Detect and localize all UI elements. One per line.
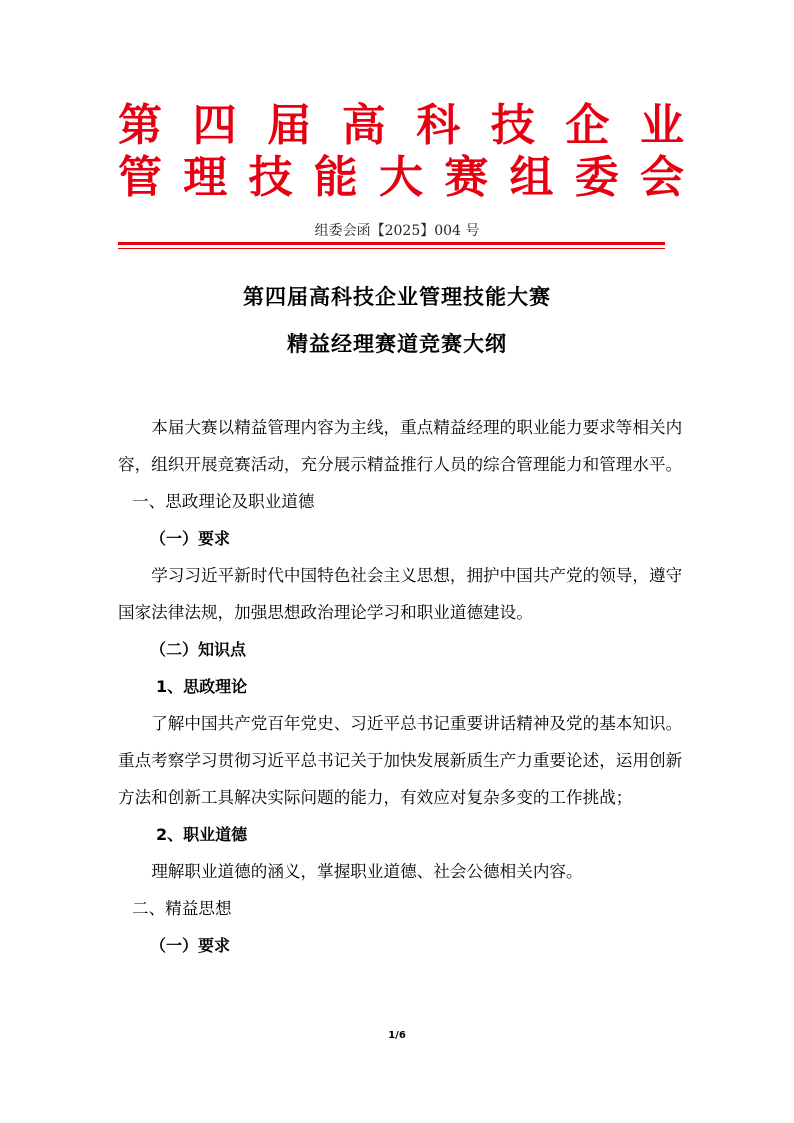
section-1-requirement-text: 学习习近平新时代中国特色社会主义思想，拥护中国共产党的领导，遵守国家法律法规，加强思想政治理论学习和职业道德建设。 xyxy=(118,566,683,622)
header-title-line-2 xyxy=(118,152,684,203)
header-char: 会 xyxy=(640,152,684,203)
header-char: 科 xyxy=(416,100,461,151)
knowledge-point-1-text: 了解中国共产党百年党史、习近平总书记重要讲话精神及党的基本知识。重点考察学习贯彻习近平总书记关于加快发展新质生产力重要论述，运用创新方法和创新工具解决实际问题的能力，有效应对复杂多变的工作挑战； xyxy=(118,714,683,807)
header-char: 组 xyxy=(509,152,554,203)
section-2-requirement-heading: （一）要求 xyxy=(150,936,231,955)
header-char: 能 xyxy=(313,152,358,203)
intro-paragraph: 本届大赛以精益管理内容为主线，重点精益经理的职业能力要求等相关内容，组织开展竞赛活动，充分展示精益推行人员的综合管理能力和管理水平。 xyxy=(118,418,683,474)
header-char: 高 xyxy=(341,100,386,151)
section-1-requirement-heading: （一）要求 xyxy=(150,529,231,548)
section-2-heading: 二、精益思想 xyxy=(132,899,232,918)
section-1-knowledge-heading: （二）知识点 xyxy=(150,640,247,659)
header-char: 业 xyxy=(639,100,684,151)
document-title-line-1: 第四届高科技企业管理技能大赛 xyxy=(243,285,551,309)
page-number: 1/6 xyxy=(388,1030,406,1041)
header-char: 赛 xyxy=(444,152,489,203)
header-char: 大 xyxy=(379,152,423,203)
knowledge-point-2-text: 理解职业道德的涵义，掌握职业道德、社会公德相关内容。 xyxy=(151,862,583,881)
red-divider-thin xyxy=(118,248,665,249)
header-title-line-1 xyxy=(118,100,684,151)
header-char: 企 xyxy=(565,100,610,151)
document-body xyxy=(118,409,684,964)
document-number: 组委会函【2025】004 号 xyxy=(314,223,480,239)
header-char: 第 xyxy=(118,100,162,151)
header-char: 理 xyxy=(183,152,228,203)
knowledge-point-2-heading: 2、职业道德 xyxy=(156,825,248,844)
section-1-heading: 一、思政理论及职业道德 xyxy=(132,492,315,511)
red-divider-thick xyxy=(118,242,665,245)
document-title-line-2: 精益经理赛道竞赛大纲 xyxy=(287,332,507,356)
knowledge-point-1-heading: 1、思政理论 xyxy=(156,677,248,696)
header-char: 技 xyxy=(490,100,535,151)
header-char: 技 xyxy=(248,152,293,203)
header-char: 委 xyxy=(574,152,619,203)
header-char: 管 xyxy=(118,152,162,203)
header-char: 届 xyxy=(267,100,312,151)
header-char: 四 xyxy=(192,100,237,151)
